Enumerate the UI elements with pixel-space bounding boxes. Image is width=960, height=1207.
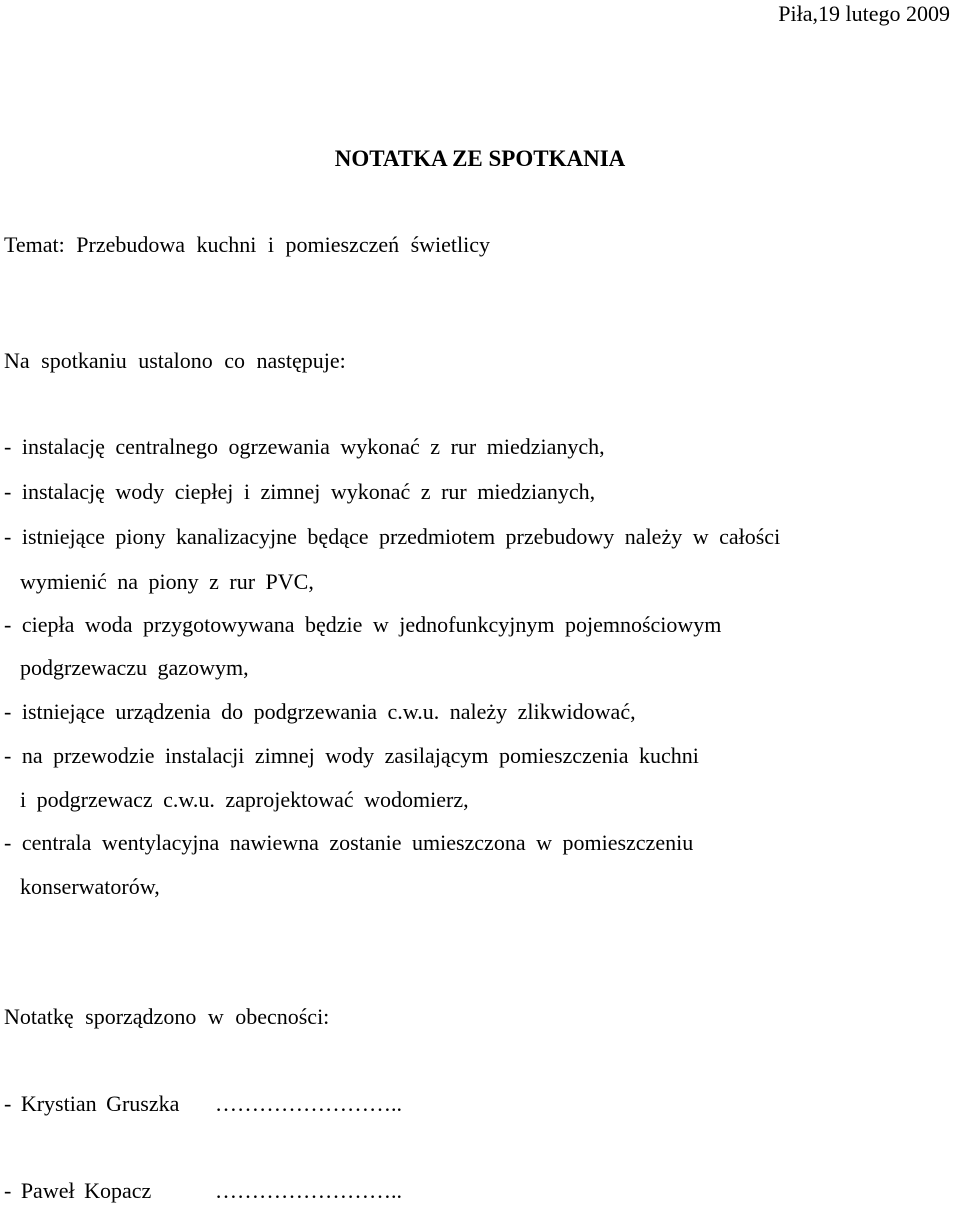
document-date: Piła,19 lutego 2009 bbox=[778, 1, 950, 26]
signature-line: …………………….. bbox=[215, 1091, 402, 1116]
finding-item-5: - istniejące urządzenia do podgrzewania c.w.u. należy zlikwidować, bbox=[4, 699, 636, 724]
finding-item-6: - na przewodzie instalacji zimnej wody zasilającym pomieszczenia kuchni bbox=[4, 743, 699, 768]
attendance-label: Notatkę sporządzono w obecności: bbox=[4, 1004, 330, 1029]
finding-item-7-continuation: konserwatorów, bbox=[20, 874, 160, 899]
finding-item-3-continuation: wymienić na piony z rur PVC, bbox=[20, 569, 314, 594]
finding-item-4: - ciepła woda przygotowywana będzie w jednofunkcyjnym pojemnościowym bbox=[4, 612, 722, 637]
attendee-row bbox=[4, 1090, 179, 1118]
attendee-row bbox=[4, 1177, 151, 1205]
finding-item-6-continuation: i podgrzewacz c.w.u. zaprojektować wodomierz, bbox=[20, 787, 469, 812]
finding-item-7: - centrala wentylacyjna nawiewna zostanie umieszczona w pomieszczeniu bbox=[4, 830, 694, 855]
signature-line: …………………….. bbox=[215, 1178, 402, 1203]
finding-item-3: - istniejące piony kanalizacyjne będące przedmiotem przebudowy należy w całości bbox=[4, 524, 781, 549]
findings-intro: Na spotkaniu ustalono co następuje: bbox=[4, 348, 346, 373]
attendee-name: - Paweł Kopacz bbox=[4, 1178, 152, 1203]
finding-item-1: - instalację centralnego ogrzewania wykonać z rur miedzianych, bbox=[4, 434, 605, 459]
finding-item-2: - instalację wody ciepłej i zimnej wykonać z rur miedzianych, bbox=[4, 479, 596, 504]
meeting-topic: Temat: Przebudowa kuchni i pomieszczeń świetlicy bbox=[4, 232, 491, 257]
finding-item-4-continuation: podgrzewaczu gazowym, bbox=[20, 655, 249, 680]
attendee-name: - Krystian Gruszka bbox=[4, 1091, 180, 1116]
document-title: NOTATKA ZE SPOTKANIA bbox=[334, 146, 626, 171]
